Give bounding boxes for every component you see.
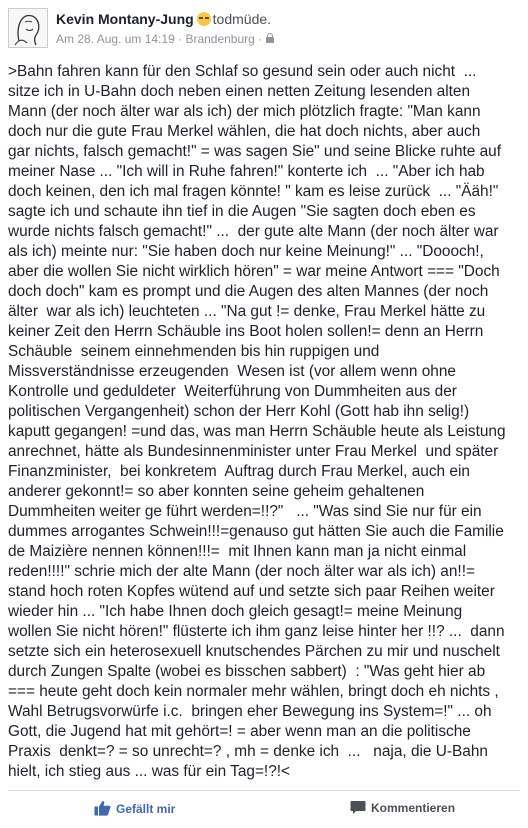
actions-divider xyxy=(8,790,520,791)
thumbs-up-icon xyxy=(94,800,111,816)
avatar[interactable] xyxy=(8,8,48,48)
comment-button[interactable] xyxy=(350,800,455,815)
avatar-line-drawing-icon xyxy=(9,9,47,47)
author-name[interactable]: Kevin Montany-Jung xyxy=(56,11,194,27)
post-meta xyxy=(56,32,274,46)
post-header xyxy=(0,0,528,58)
meta-separator-2: · xyxy=(258,32,263,46)
author-line xyxy=(56,11,271,27)
post-location[interactable]: Brandenburg xyxy=(185,32,255,46)
post-text: >Bahn fahren kann für den Schlaf so gesund sein oder auch nicht ... sitze ich in U-Bahn doch neben einen netten Zeitung lesenden alten Mann (der noch älter war als ich) der mich plötzlich fragte: "Man kann doch nur die gute Frau Merkel wählen, die hat doch nichts, aber auch gar nichts, falsch gemacht!" = was sagen Sie" und seine Blicke ruhte auf meiner Nase ... "Ich will in Ruhe fahren!" konterte ich ... "Aber ich hab doch keinen, den ich mal fragen könnte! " kam es leise zurück ... "Ääh!" sagte ich und schaute ihn tief in die Augen "Sie sagten doch eben es wurde nichts falsch gemacht!" ... der gute alte Mann (der noch älter war als ich) meinte nur: "Sie haben doch nur keine Meinung!" ... "Doooch!, aber die wollen Sie nicht wirklich hören" = war meine Antwort === "Doch doch doch" kam es prompt und die Augen des alten Mannes (der noch älter war als ich) leuchteten ... "Na gut != denke, Frau Merkel hätte zu keiner Zeit den Herrn Schäuble ins Boot holen sollen!= denn an Herrn Schäuble seinem einnehmenden bis hin ruppigen und Missverständnisse erzeugenden Wesen ist (vor allem wenn ohne Kontrolle und geduldeter Weiterführung von Dummheiten aus der politischen Vergangenheit) schon der Herr Kohl (Gott hab ihn selig!) kaputt gegangen! =und das, was man Herrn Schäuble heute als Leistung anrechnet, hätte als Bundesinnenminister unter Frau Merkel und später Finanzminister, bei konkretem Auftrag durch Frau Merkel, auch ein anderer gekonnt!= so aber konnten seine geheim gehaltenen Dummheiten weiter ge führt werden=!!?" ... "Was sind Sie nur für ein dummes arrogantes Schwein!!!=genauso gut hätten Sie auch die Familie de Maizière nennen können!!!= mit Ihnen kann man ja nicht einmal reden!!!!" schrie mich der alte Mann (der noch älter war als ich) an!!= stand hoch roten Kopfes wütend auf und setzte sich paar Reihen weiter wieder hin ... "Ich habe Ihnen doch gleich gesagt!= meine Meinung wollen Sie nicht hören!" flüsterte ich ihm ganz leise hinter her !!? ... dann setzte sich ein heterosexuell knutschendes Pärchen zu mir und nuschelt durch Zungen Spalte (wobei es bisschen sabbert) : "Was geht hier ab === heute geht doch kein normaler mehr wählen, bringt doch eh nichts , Wahl Betrugsvorwürfe i.c. bringen eher Bewegung ins System=!" ... oh Gott, die Jugend hat mit gehört=! = aber wenn man an die politische Praxis denkt=? = so unrecht=? , mh = denke ich ... naja, die U-Bahn hielt, ich stieg aus ... was für ein Tag=!?!< xyxy=(8,63,506,780)
like-label: Gefällt mir xyxy=(116,802,176,816)
post-date[interactable]: Am 28. Aug. um 14:19 xyxy=(56,32,175,46)
comment-label: Kommentieren xyxy=(371,801,456,815)
speech-bubble-icon xyxy=(350,800,366,815)
feeling-text: todmüde. xyxy=(212,11,272,27)
like-button[interactable] xyxy=(94,800,175,816)
sleepy-face-icon xyxy=(197,12,211,26)
lock-icon[interactable] xyxy=(266,37,274,43)
meta-separator: · xyxy=(178,32,183,46)
